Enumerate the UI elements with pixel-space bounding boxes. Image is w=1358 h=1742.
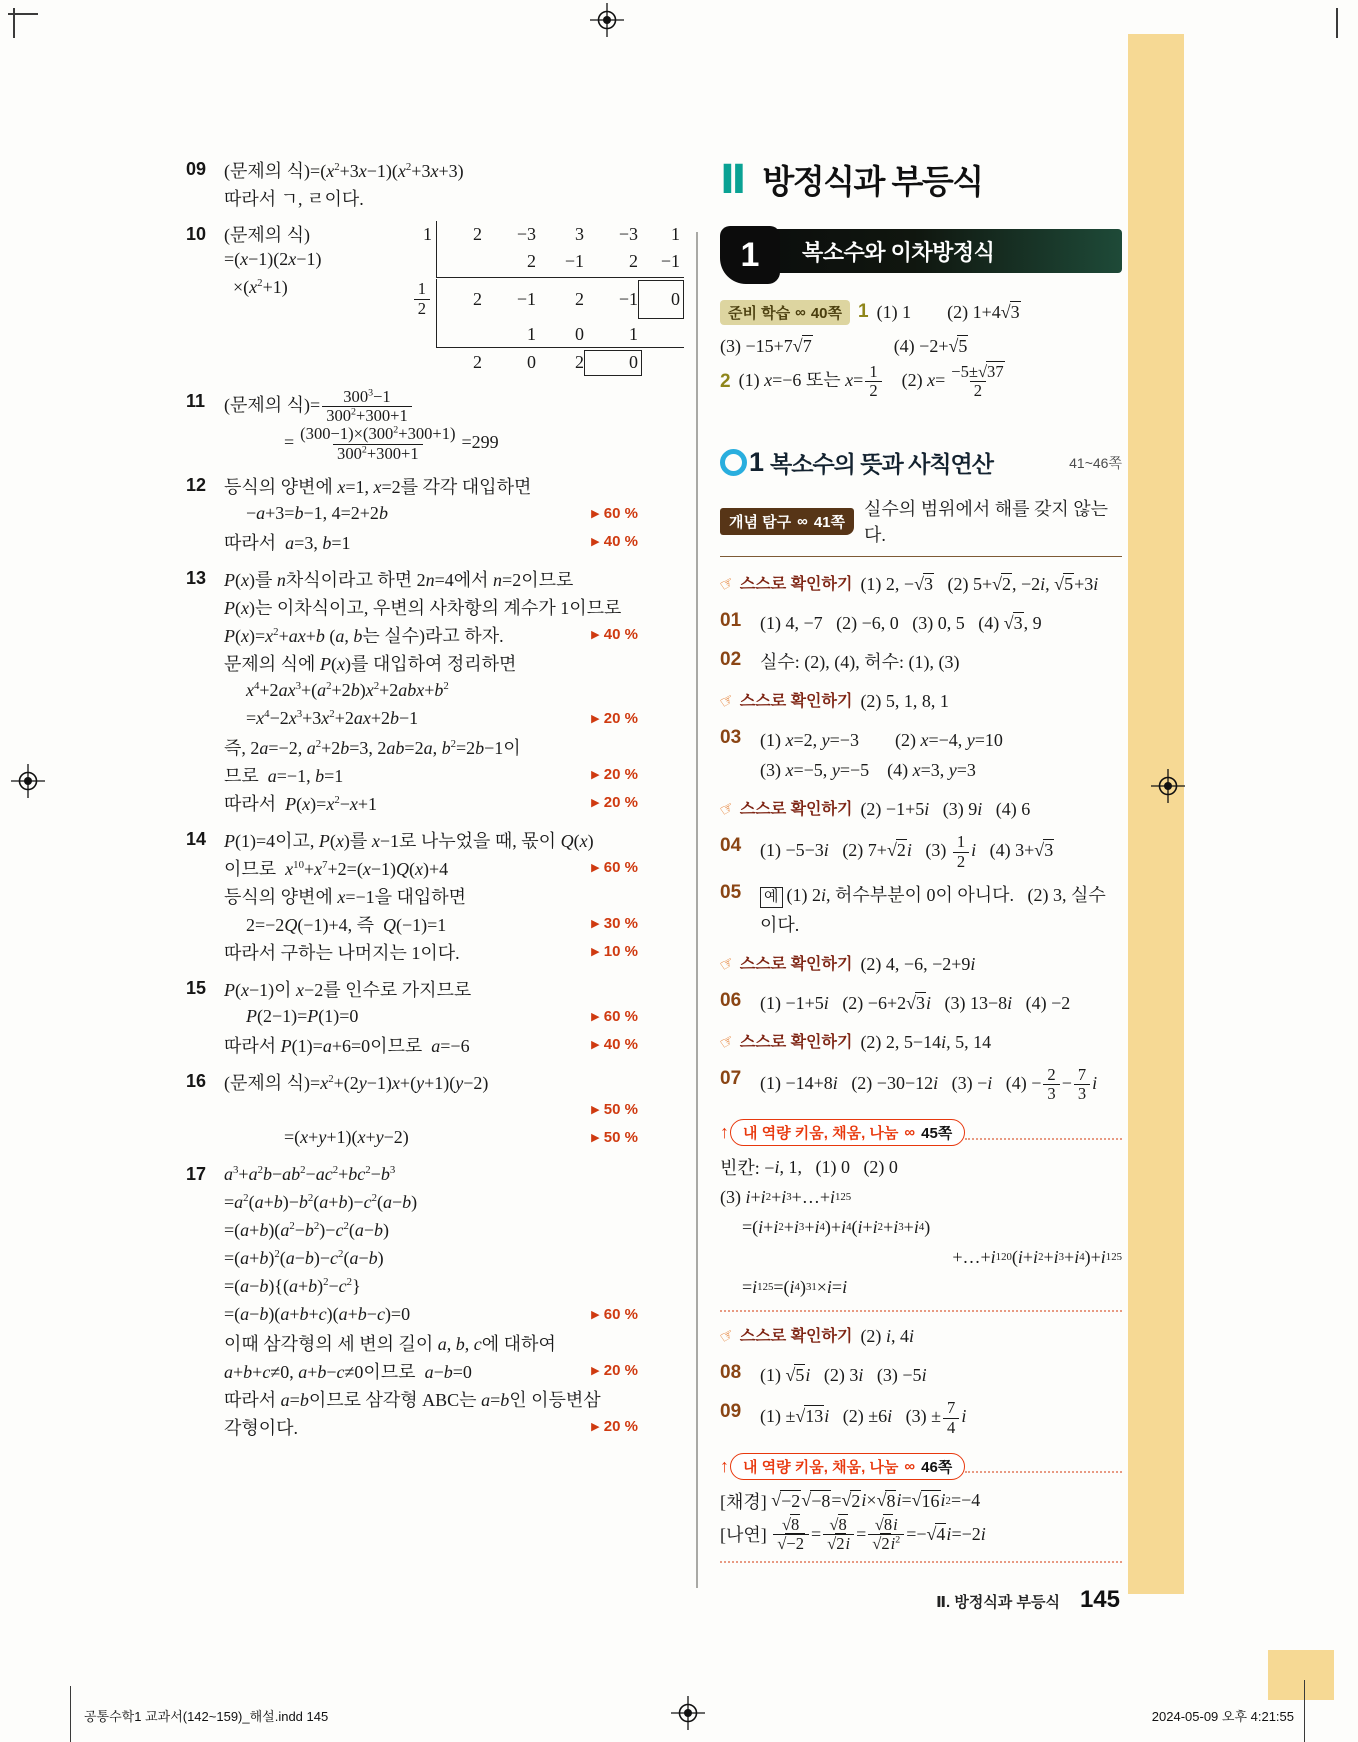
answer-text (760, 608, 1122, 638)
competency-line: [채경] √ −2 √ −8 = √ 2 i × √ 8 i = √ 16 i 2 =−4 (720, 1490, 981, 1512)
solution-body (224, 826, 638, 966)
table-cell: 1 (629, 324, 638, 344)
registration-mark-icon (11, 764, 45, 798)
competency-line: [나연] $\frac{√8}{√-2}$ = $\frac{√8}{√2i}$ = $\frac{√8i}{√2i^2}$ =− √ 4 i =−2 i (720, 1514, 986, 1553)
solution-line: 므로 a=−1, b=1 ▶ 20 % (224, 765, 638, 786)
answer-line: (1) x=2, y=−3 (2) x=−4, y=10 (760, 730, 1003, 751)
answer-line: (1) ±√13i (2) ±6i (3) ± $\frac{7}{4}$ i (760, 1398, 967, 1437)
score-percent: ▶ 60 % (591, 1306, 638, 1324)
self-check-answer: (2) −1+5i (3) 9i (4) 6 (860, 799, 1031, 820)
hand-pointer-icon: ☞ (716, 1031, 738, 1054)
answer-08 (720, 1360, 1122, 1390)
concept-answer-text: 실수의 범위에서 해를 갖지 않는다. (864, 499, 1109, 546)
self-check-label: ☞ 스스로 확인하기 (716, 1031, 853, 1054)
prep-item-number: 2 (720, 370, 731, 392)
self-check-answer: (2) 5, 1, 8, 1 (860, 691, 949, 712)
table-cell: −1 (564, 251, 584, 271)
table-cell: 2 (629, 251, 638, 271)
prep-study-answers (720, 295, 1122, 400)
self-check-row (716, 949, 1122, 979)
problem-number: 16 (186, 1070, 207, 1091)
problem-number: 09 (186, 159, 207, 179)
solution-line: P(x)는 이차식이고, 우변의 사차항의 계수가 1이므로 (224, 597, 622, 618)
solution-body (224, 975, 638, 1059)
concept-explore-badge (720, 508, 854, 535)
competency-pill (730, 1453, 965, 1480)
answer-line: 실수: (2), (4), 허수: (1), (3) (760, 652, 960, 673)
solution-line: $=(a+b)(a^2-b^2)-c^2(a-b)$ (224, 1220, 389, 1241)
crop-mark (1304, 1680, 1305, 1742)
competency-label: 내 역량 키움, 채움, 나눔 (743, 1125, 899, 1143)
answer-text (760, 880, 1122, 940)
solution-line: P(2−1)=P(1)=0 ▶ 60 % (246, 1006, 638, 1027)
competency-line: = i 125 =( i 4 ) 31 × i = i (742, 1276, 848, 1297)
answer-number: 04 (720, 835, 742, 857)
self-check-row (716, 686, 1122, 716)
solution-line: (문제의 식)$=x^2+(2y-1)x+(y+1)(y-2)$ (224, 1072, 489, 1093)
solution-line: (문제의 식)$=(x^2+3x-1)(x^2+3x+3)$ (224, 161, 464, 181)
column-divider (696, 232, 698, 1588)
hand-pointer-icon: ☞ (716, 1325, 738, 1348)
solution-body (224, 221, 680, 379)
answer-line: (1) √5i (2) 3i (3) −5i (760, 1365, 927, 1386)
answer-text (760, 988, 1122, 1018)
solution-line: = $\frac{(300-1)\times(300^2+300+1)}{300^2+300+1}$ =299 (284, 424, 499, 463)
solution-line: 이므로 $x^{10}+x^7+2=(x-1)Q(x)+4$ ▶ 60 % (224, 858, 638, 879)
solution-line: 따라서 P(1)=a+6=0이므로 a=−6 ▶ 40 % (224, 1035, 638, 1056)
chapter-title: 방정식과 부등식 (762, 163, 983, 200)
dotted-line (720, 1561, 1122, 1563)
answer-text (760, 725, 1122, 785)
competency-box (720, 1453, 1122, 1563)
prep-badge-label: 준비 학습 (728, 304, 791, 322)
answer-text (760, 1066, 1122, 1103)
table-cell: 0 (671, 288, 680, 309)
problem-13 (186, 565, 638, 817)
self-check-answer: (2) i, 4i (860, 1326, 914, 1347)
problem-number: 17 (186, 1163, 207, 1184)
footer-page-number: 145 (1079, 1586, 1120, 1613)
competency-pill (730, 1119, 965, 1146)
score-percent: ▶ 50 % (591, 1129, 638, 1147)
score-percent: ▶ 20 % (591, 1362, 638, 1380)
problem-number: 11 (186, 391, 206, 411)
solution-line: 따라서 a=b이므로 삼각형 ABC는 a=b인 이등변삼 (224, 1389, 601, 1410)
solution-line: $P(x)=x^2+ax+b$ (a, b는 실수)라고 하자. ▶ 40 % (224, 625, 638, 646)
solution-line: $\times(x^2+1)$ (224, 277, 288, 297)
score-percent: ▶ 60 % (591, 1008, 638, 1026)
competency-content (720, 1486, 1122, 1553)
answer-number: 07 (720, 1067, 742, 1089)
dotted-line (965, 1471, 1122, 1473)
problem-10 (186, 221, 680, 379)
solution-body (224, 472, 638, 556)
prep-answer-line (720, 363, 1122, 400)
answer-number: 08 (720, 1362, 742, 1384)
problem-15 (186, 975, 638, 1059)
answer-line: (1) −5−3i (2) 7+√2i (3) $\frac{1}{2}$ i (4) 3+√3 (760, 832, 1054, 871)
answer-number: 03 (720, 727, 742, 749)
table-cell: 1 (527, 324, 536, 344)
score-percent: ▶ 20 % (591, 710, 638, 728)
solution-line: 따라서 구하는 나머지는 1이다. ▶ 10 % (224, 942, 638, 963)
answer-09 (720, 1399, 1122, 1436)
problem-11 (186, 388, 638, 463)
self-check-label: ☞ 스스로 확인하기 (716, 573, 853, 596)
problem-number: 10 (186, 224, 207, 244)
problem-09 (186, 156, 638, 212)
solution-line: =(a−b)(a+b+c)(a+b−c)=0 ▶ 60 % (224, 1304, 638, 1325)
competency-line: +…+ i 120 ( i + i 2 + i 3 + i 4 )+ i 125 (952, 1246, 1122, 1267)
table-cell: 2 (473, 288, 482, 309)
prep-answer-line (720, 295, 1122, 329)
problem-number: 13 (186, 567, 207, 588)
up-arrow-icon: ↑ (720, 1122, 729, 1143)
solution-line: 2=−2Q(−1)+4, 즉 Q(−1)=1 ▶ 30 % (246, 914, 638, 935)
concept-badge-label: 개념 탐구 (729, 513, 792, 531)
table-cell: 0 (629, 352, 638, 372)
answer-01 (720, 608, 1122, 638)
solutions-column (186, 156, 680, 1450)
crop-mark (1336, 8, 1338, 38)
score-percent: ▶ 60 % (591, 505, 638, 523)
answer-text (760, 1360, 1122, 1390)
competency-page: 46쪽 (921, 1458, 953, 1476)
answer-text (760, 833, 1122, 870)
unit-banner (720, 229, 1122, 273)
solution-body (224, 388, 638, 463)
answer-06 (720, 988, 1122, 1018)
self-check-row (716, 794, 1122, 824)
division-line (436, 347, 684, 348)
solution-line: 따라서 $P(x)=x^2-x+1$ ▶ 20 % (224, 793, 638, 814)
solution-line: −a+3=b−1, 4=2+2b ▶ 60 % (246, 503, 638, 524)
unit-number-chip: 1 (720, 226, 780, 284)
competency-content (720, 1152, 1122, 1302)
answer-number: 02 (720, 649, 742, 671)
problem-number: 15 (186, 977, 207, 998)
circle-bullet-icon (720, 449, 747, 476)
concept-badge-page: 41쪽 (813, 513, 846, 531)
answer-text (760, 647, 1122, 677)
competency-header (720, 1119, 1122, 1146)
problem-16 (186, 1068, 638, 1152)
problem-14 (186, 826, 638, 966)
crop-mark (70, 1686, 71, 1742)
solution-line: $=x^4-2x^3+3x^2+2ax+2b-1$ ▶ 20 % (246, 708, 638, 729)
self-check-label: ☞ 스스로 확인하기 (716, 1325, 853, 1348)
table-cell: 1 (671, 224, 680, 244)
score-percent: ▶ 10 % (591, 943, 638, 961)
synthetic-division-table (392, 221, 684, 379)
score-percent: ▶ 20 % (591, 1418, 638, 1436)
registration-mark-icon (590, 3, 624, 37)
table-cell: 2 (473, 352, 482, 372)
self-check-row (716, 1027, 1122, 1057)
hand-pointer-icon: ☞ (716, 953, 738, 976)
table-cell: 2 (575, 352, 584, 372)
solution-line: 문제의 식에 P(x)를 대입하여 정리하면 (224, 653, 517, 674)
self-check-label: ☞ 스스로 확인하기 (716, 953, 853, 976)
link-icon: ∞ (795, 303, 806, 321)
document-filename: 공통수학1 교과서(142~159)_해설.indd 145 (84, 1709, 329, 1724)
chapter-roman-numeral: Ⅱ (720, 158, 747, 202)
score-percent: ▶ 40 % (591, 1036, 638, 1054)
answer-line: (3) x=−5, y=−5 (4) x=3, y=3 (760, 760, 976, 781)
score-percent: ▶ 30 % (591, 915, 638, 933)
solution-line: P(x−1)이 x−2를 인수로 가지므로 (224, 979, 472, 1000)
solution-line: (문제의 식) (224, 225, 311, 245)
solution-body (224, 156, 638, 212)
prep-badge-page: 40쪽 (810, 304, 843, 322)
table-cell: −1 (660, 251, 680, 271)
answer-03 (720, 725, 1122, 785)
registration-mark-icon (671, 1696, 705, 1730)
answer-04 (720, 833, 1122, 870)
score-percent: ▶ 20 % (591, 766, 638, 784)
answer-line: 예 (1) 2i, 허수부분이 0이 아니다. (2) 3, 실수이다. (760, 884, 1106, 935)
table-cell: −1 (618, 288, 638, 309)
chapter-heading (720, 156, 1122, 203)
score-percent: ▶ 50 % (591, 1101, 638, 1119)
crop-mark (13, 8, 15, 38)
division-line (436, 221, 437, 277)
answer-blocks (716, 569, 1122, 1563)
table-cell: −3 (618, 224, 638, 244)
answer-number: 06 (720, 989, 742, 1011)
self-check-label: ☞ 스스로 확인하기 (716, 690, 853, 713)
section-page-range: 41~46쪽 (1069, 454, 1122, 471)
solution-body (224, 1068, 638, 1152)
hand-pointer-icon: ☞ (716, 573, 738, 596)
self-check-label: ☞ 스스로 확인하기 (716, 798, 853, 821)
prep-answer-text: (1) x=−6 또는 x= $\frac{1}{2}$ (2) x= $\frac{-5\pm√37}{2}$ (738, 362, 1004, 401)
remainder-box (638, 280, 684, 319)
dotted-line (965, 1138, 1122, 1140)
table-cell: −1 (516, 288, 536, 309)
solution-line: 즉, 2a=−2, $a^2+2b=3$, 2ab=2a, $b^2=2b-1$이 (224, 737, 521, 758)
section-heading (720, 446, 1122, 479)
solution-line: 이때 삼각형의 세 변의 길이 a, b, c에 대하여 (224, 1333, 556, 1354)
prep-answer-line (720, 329, 1122, 363)
answer-number: 09 (720, 1401, 742, 1423)
solution-line (224, 1096, 638, 1124)
table-cell: 2 (527, 251, 536, 271)
solution-line: =(x−1)(2x−1) (224, 249, 322, 269)
section-number: 1 (749, 447, 765, 478)
solution-line: 등식의 양변에 x=−1을 대입하면 (224, 886, 467, 907)
solution-line: P(x)를 n차식이라고 하면 2n=4에서 n=2이므로 (224, 569, 574, 590)
page-footer (720, 1586, 1120, 1614)
side-tab-strip (1128, 34, 1184, 1594)
self-check-answer: (2) 2, 5−14i, 5, 14 (860, 1031, 992, 1052)
answer-05 (720, 880, 1122, 940)
registration-mark-icon (1151, 769, 1185, 803)
link-icon: ∞ (904, 1124, 916, 1142)
problem-number: 14 (186, 828, 207, 849)
link-icon: ∞ (797, 512, 808, 530)
solution-line: 따라서 a=3, b=1 ▶ 40 % (224, 532, 638, 553)
answer-07 (720, 1066, 1122, 1103)
competency-header (720, 1453, 1122, 1480)
remainder-box (584, 350, 642, 376)
division-line (436, 279, 437, 347)
answer-number: 01 (720, 610, 742, 632)
hand-pointer-icon: ☞ (716, 690, 738, 713)
table-cell: 2 (575, 288, 584, 309)
problem-17 (186, 1161, 638, 1441)
link-icon: ∞ (904, 1457, 916, 1475)
self-check-answer: (1) 2, −√3 (2) 5+√2, −2i, √5+3i (860, 574, 1099, 595)
solution-line: $=a^2(a+b)-b^2(a+b)-c^2(a-b)$ (224, 1192, 418, 1213)
self-check-answer: (2) 4, −6, −2+9i (860, 953, 976, 974)
prep-study-badge (720, 300, 850, 325)
answer-line: (1) −1+5i (2) −6+2√3i (3) 13−8i (4) −2 (760, 992, 1071, 1013)
up-arrow-icon: ↑ (720, 1455, 729, 1476)
table-cell: 0 (575, 324, 584, 344)
answer-02 (720, 647, 1122, 677)
solution-line: $x^4+2ax^3+(a^2+2b)x^2+2abx+b^2$ (246, 680, 449, 701)
dotted-line (720, 1310, 1122, 1312)
table-cell: 1 (423, 224, 432, 244)
answer-line: (1) 4, −7 (2) −6, 0 (3) 0, 5 (4) √3, 9 (760, 613, 1042, 634)
table-cell: $\frac{1}{2}$ (392, 279, 432, 319)
solution-line: $=(a-b)\{(a+b)^2-c^2\}$ (224, 1276, 361, 1297)
competency-box (720, 1119, 1122, 1312)
competency-page: 45쪽 (921, 1125, 953, 1143)
concept-explore-row (720, 495, 1122, 557)
hand-pointer-icon: ☞ (716, 798, 738, 821)
unit-title-bar: 복소수와 이차방정식 (744, 229, 1122, 273)
solution-line: $a^3+a^2b-ab^2-ac^2+bc^2-b^3$ (224, 1164, 396, 1185)
answers-column (716, 156, 1122, 1563)
solution-line: a+b+c≠0, a+b−c≠0이므로 a−b=0 ▶ 20 % (224, 1361, 638, 1382)
competency-line: 빈칸: − i , 1, (1) 0 (2) 0 (720, 1156, 898, 1179)
self-check-row (716, 569, 1122, 599)
competency-line: (3) i + i 2 + i 3 +…+ i 125 (720, 1186, 852, 1207)
section-title: 복소수의 뜻과 사칙연산 (770, 451, 993, 478)
prep-item-number: 1 (858, 301, 869, 322)
table-cell: −3 (516, 224, 536, 244)
table-cell: 0 (527, 352, 536, 372)
answer-number: 05 (720, 881, 742, 903)
prep-answer-text: (3) −15+7√7 (4) −2+√5 (720, 335, 968, 356)
answer-line: (1) −14+8i (2) −30−12i (3) −i (4) − $\frac{2}{3}$ − $\frac{7}{3}$ i (760, 1064, 1098, 1104)
score-percent: ▶ 60 % (591, 859, 638, 877)
solution-line: =(x+y+1)(x+y−2) ▶ 50 % (284, 1127, 638, 1148)
problem-number: 12 (186, 474, 207, 495)
document-timestamp: 2024-05-09 오후 4:21:55 (1151, 1709, 1294, 1724)
competency-label: 내 역량 키움, 채움, 나눔 (743, 1458, 899, 1476)
corner-tab (1268, 1650, 1334, 1700)
answer-text (760, 1399, 1122, 1436)
score-percent: ▶ 40 % (591, 626, 638, 644)
self-check-row (716, 1321, 1122, 1351)
prep-answer-text: (1) 1 (2) 1+4√3 (876, 301, 1020, 322)
table-cell: 2 (473, 224, 482, 244)
problem-12 (186, 472, 638, 556)
table-cell: 3 (575, 224, 584, 244)
score-percent: ▶ 20 % (591, 794, 638, 812)
solution-body (224, 1161, 638, 1441)
score-percent: ▶ 40 % (591, 533, 638, 551)
solution-body (224, 565, 638, 817)
example-box: 예 (760, 887, 783, 909)
solution-line: 따라서 ㄱ, ㄹ이다. (224, 189, 364, 209)
solution-line: (문제의 식)= $\frac{300^3-1}{300^2+300+1}$ (224, 388, 638, 425)
footer-chapter-label: Ⅱ. 방정식과 부등식 (936, 1594, 1060, 1611)
solution-line: 등식의 양변에 x=1, x=2를 각각 대입하면 (224, 476, 532, 497)
competency-line: =( i + i 2 + i 3 + i 4 )+ i 4 ( i + i 2 + i 3 + i 4 ) (742, 1216, 931, 1237)
division-line (436, 277, 684, 278)
solution-line: 각형이다. ▶ 20 % (224, 1417, 638, 1438)
solution-line: $=(a+b)^2(a-b)-c^2(a-b)$ (224, 1248, 384, 1269)
solution-line: P(1)=4이고, P(x)를 x−1로 나누었을 때, 몫이 Q(x) (224, 830, 594, 851)
